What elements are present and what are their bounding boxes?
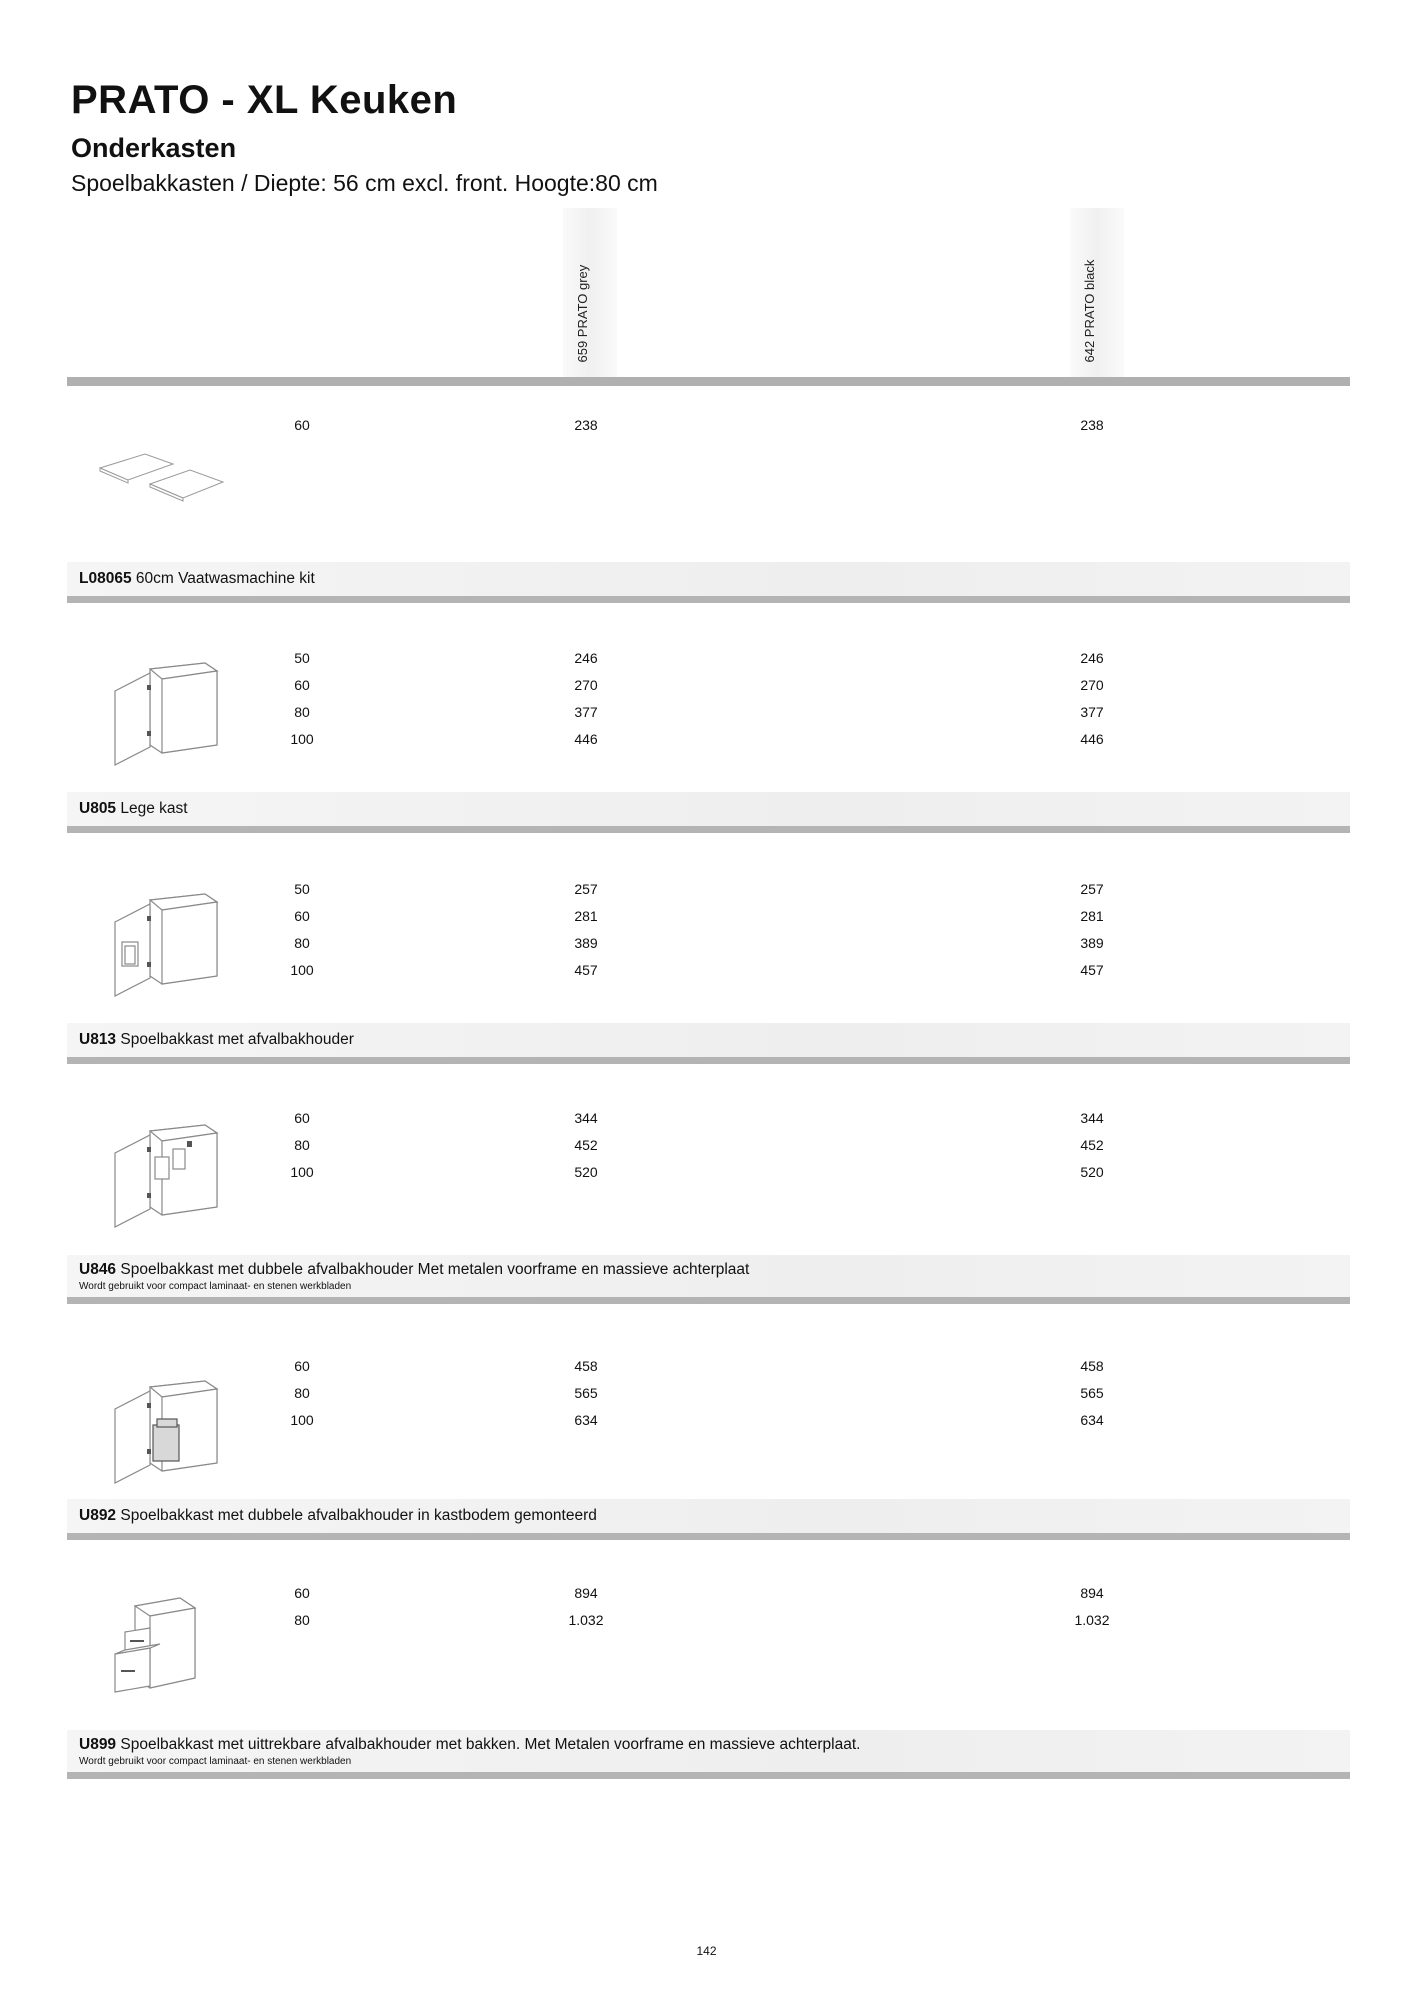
product-section bbox=[0, 386, 1413, 606]
product-description: Spoelbakkast met uittrekbare afvalbakhouder met bakken. Met Metalen voorframe en massieve achterplaat. bbox=[120, 1736, 861, 1753]
product-label-band bbox=[67, 562, 1350, 596]
product-code: U805 bbox=[79, 800, 117, 817]
product-section bbox=[0, 617, 1413, 837]
price-black: 344 bbox=[1080, 1110, 1104, 1126]
price-grey: 457 bbox=[574, 962, 598, 978]
width-value: 100 bbox=[290, 731, 314, 747]
price-grey: 344 bbox=[574, 1110, 598, 1126]
product-description: Lege kast bbox=[120, 800, 188, 817]
price-grey: 238 bbox=[574, 417, 598, 433]
price-grey: 458 bbox=[574, 1358, 598, 1374]
price-black: 446 bbox=[1080, 731, 1104, 747]
price-black: 246 bbox=[1080, 650, 1104, 666]
price-black: 389 bbox=[1080, 935, 1104, 951]
price-grey: 377 bbox=[574, 704, 598, 720]
width-value: 50 bbox=[294, 650, 310, 666]
sink-cabinet-bin-illustration bbox=[95, 888, 235, 998]
price-grey: 281 bbox=[574, 908, 598, 924]
product-section bbox=[0, 1554, 1413, 1794]
width-value: 60 bbox=[294, 908, 310, 924]
price-grey: 565 bbox=[574, 1385, 598, 1401]
price-black: 457 bbox=[1080, 962, 1104, 978]
price-black: 257 bbox=[1080, 881, 1104, 897]
product-code: U846 bbox=[79, 1261, 117, 1278]
width-value: 60 bbox=[294, 417, 310, 433]
column-header-black-label: 642 PRATO black bbox=[1082, 259, 1097, 363]
pullout-bin-cabinet-illustration bbox=[95, 1594, 235, 1704]
price-black: 281 bbox=[1080, 908, 1104, 924]
width-value: 80 bbox=[294, 1385, 310, 1401]
column-header-grey bbox=[563, 208, 617, 378]
product-code: U899 bbox=[79, 1736, 117, 1753]
price-grey: 452 bbox=[574, 1137, 598, 1153]
price-black: 452 bbox=[1080, 1137, 1104, 1153]
product-description: Spoelbakkast met dubbele afvalbakhouder Met metalen voorframe en massieve achterplaat bbox=[120, 1261, 750, 1278]
price-grey: 257 bbox=[574, 881, 598, 897]
section-divider bbox=[67, 596, 1350, 603]
section-divider bbox=[67, 1772, 1350, 1779]
section-divider bbox=[67, 1533, 1350, 1540]
width-value: 100 bbox=[290, 1412, 314, 1428]
price-grey: 446 bbox=[574, 731, 598, 747]
price-grey: 389 bbox=[574, 935, 598, 951]
dishwasher-kit-illustration bbox=[95, 446, 235, 556]
price-black: 270 bbox=[1080, 677, 1104, 693]
product-code: L08065 bbox=[79, 570, 132, 587]
empty-cabinet-illustration bbox=[95, 657, 235, 767]
width-value: 100 bbox=[290, 1164, 314, 1180]
width-value: 80 bbox=[294, 704, 310, 720]
section-divider bbox=[67, 1057, 1350, 1064]
product-section bbox=[0, 1079, 1413, 1319]
product-label-band bbox=[67, 1255, 1350, 1297]
price-black: 520 bbox=[1080, 1164, 1104, 1180]
width-value: 80 bbox=[294, 935, 310, 951]
price-black: 1.032 bbox=[1074, 1612, 1110, 1628]
product-label-band bbox=[67, 1499, 1350, 1533]
section-divider bbox=[67, 826, 1350, 833]
page-subline: Spoelbakkasten / Diepte: 56 cm excl. front. Hoogte:80 cm bbox=[71, 170, 658, 196]
width-value: 50 bbox=[294, 881, 310, 897]
column-header-black bbox=[1070, 208, 1124, 378]
product-note: Wordt gebruikt voor compact laminaat- en stenen werkbladen bbox=[79, 1756, 352, 1767]
product-section bbox=[0, 848, 1413, 1068]
price-black: 894 bbox=[1080, 1585, 1104, 1601]
sink-cabinet-double-bin-illustration bbox=[95, 1119, 235, 1229]
price-black: 634 bbox=[1080, 1412, 1104, 1428]
product-code: U813 bbox=[79, 1031, 117, 1048]
product-note: Wordt gebruikt voor compact laminaat- en stenen werkbladen bbox=[79, 1281, 352, 1292]
price-black: 458 bbox=[1080, 1358, 1104, 1374]
column-header-grey-label: 659 PRATO grey bbox=[575, 264, 590, 363]
price-black: 565 bbox=[1080, 1385, 1104, 1401]
page-number: 142 bbox=[696, 1944, 717, 1958]
section-divider bbox=[67, 1297, 1350, 1304]
product-description: 60cm Vaatwasmachine kit bbox=[135, 570, 315, 587]
sink-cabinet-floor-bin-illustration bbox=[95, 1375, 235, 1485]
product-label-band bbox=[67, 792, 1350, 826]
product-code: U892 bbox=[79, 1507, 117, 1524]
price-black: 238 bbox=[1080, 417, 1104, 433]
width-value: 100 bbox=[290, 962, 314, 978]
price-black: 377 bbox=[1080, 704, 1104, 720]
product-description: Spoelbakkast met afvalbakhouder bbox=[120, 1031, 354, 1048]
page-subtitle: Onderkasten bbox=[71, 133, 237, 163]
width-value: 80 bbox=[294, 1137, 310, 1153]
product-label-band bbox=[67, 1023, 1350, 1057]
product-description: Spoelbakkast met dubbele afvalbakhouder in kastbodem gemonteerd bbox=[120, 1507, 597, 1524]
header-divider bbox=[67, 377, 1350, 386]
width-value: 60 bbox=[294, 1585, 310, 1601]
width-value: 60 bbox=[294, 1110, 310, 1126]
price-grey: 520 bbox=[574, 1164, 598, 1180]
price-grey: 634 bbox=[574, 1412, 598, 1428]
price-grey: 894 bbox=[574, 1585, 598, 1601]
price-grey: 1.032 bbox=[568, 1612, 604, 1628]
product-label-band bbox=[67, 1730, 1350, 1772]
product-section bbox=[0, 1323, 1413, 1543]
width-value: 60 bbox=[294, 1358, 310, 1374]
page-title: PRATO - XL Keuken bbox=[71, 78, 458, 122]
width-value: 80 bbox=[294, 1612, 310, 1628]
width-value: 60 bbox=[294, 677, 310, 693]
price-grey: 246 bbox=[574, 650, 598, 666]
price-grey: 270 bbox=[574, 677, 598, 693]
